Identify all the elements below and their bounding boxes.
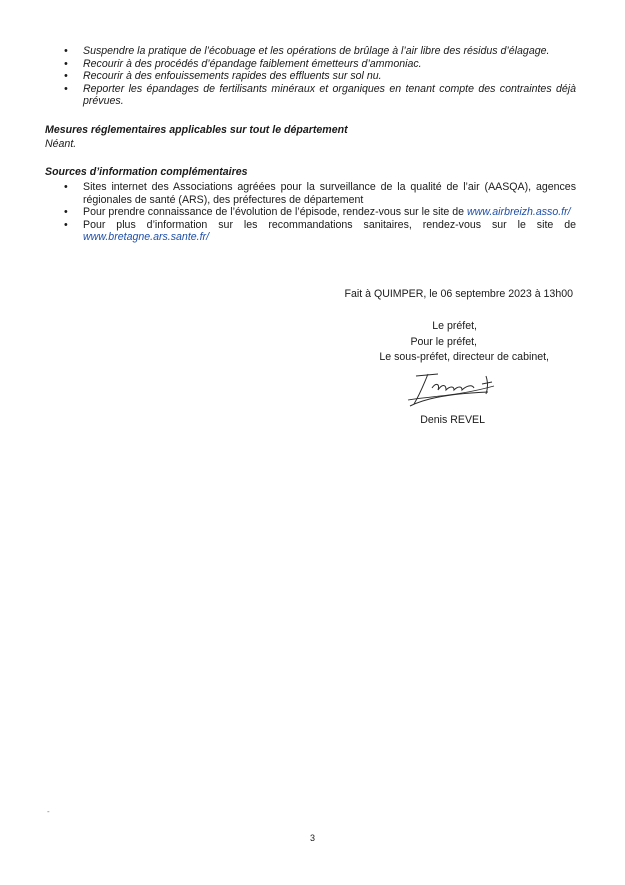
list-item <box>64 219 576 244</box>
measure-text: Recourir à des procédés d’épandage faiblement émetteurs d’ammoniac. <box>83 57 422 70</box>
list-item <box>64 58 576 71</box>
bullet-marker: • <box>64 181 68 193</box>
measure-text: Reporter les épandages de fertilisants minéraux et organiques en tenant compte des contraintes déjà prévues. <box>83 82 576 108</box>
regulatory-text: Néant. <box>45 138 77 150</box>
source-text: Sites internet des Associations agréées pour la surveillance de la qualité de l’air (AASQA), agences régionales de santé (ARS), des préfectures de département <box>83 181 576 206</box>
sources-list <box>64 181 576 244</box>
signature-image <box>402 366 498 410</box>
list-item <box>64 181 576 206</box>
source-text: Pour prendre connaissance de l’évolution de l’épisode, rendez-vous sur le site de <box>83 206 465 219</box>
bullet-marker: • <box>64 218 68 231</box>
ars-bretagne-link[interactable]: www.bretagne.ars.sante.fr/ <box>83 231 210 244</box>
source-text: Pour plus d’information sur les recommandations sanitaires, rendez-vous sur le site de <box>83 218 576 231</box>
bullet-marker: • <box>64 206 68 219</box>
page-number: 3 <box>309 833 315 843</box>
footer-mark: - <box>47 807 50 816</box>
signer-name: Denis REVEL <box>420 414 485 426</box>
subprefect-line: Le sous-préfet, directeur de cabinet, <box>379 351 549 363</box>
bullet-marker: • <box>64 45 68 57</box>
list-item <box>64 45 576 58</box>
bullet-marker: • <box>64 70 68 83</box>
airbreizh-link[interactable]: www.airbreizh.asso.fr/ <box>466 206 571 219</box>
measure-text: Recourir à des enfouissements rapides des effluents sur sol nu. <box>83 70 382 83</box>
bullet-marker: • <box>64 57 68 70</box>
bullet-marker: • <box>64 82 68 95</box>
list-item <box>64 206 576 219</box>
measure-text: Suspendre la pratique de l’écobuage et les opérations de brûlage à l’air libre des résidus d’élagage. <box>83 45 550 57</box>
list-item <box>64 70 576 83</box>
list-item <box>64 83 576 108</box>
prefect-line: Le préfet, <box>432 320 477 332</box>
place-date: Fait à QUIMPER, le 06 septembre 2023 à 13h00 <box>344 288 573 300</box>
for-prefect-line: Pour le préfet, <box>410 336 477 348</box>
sources-heading: Sources d’information complémentaires <box>45 166 248 178</box>
measures-list <box>64 45 576 108</box>
regulatory-heading: Mesures réglementaires applicables sur tout le département <box>45 124 348 136</box>
